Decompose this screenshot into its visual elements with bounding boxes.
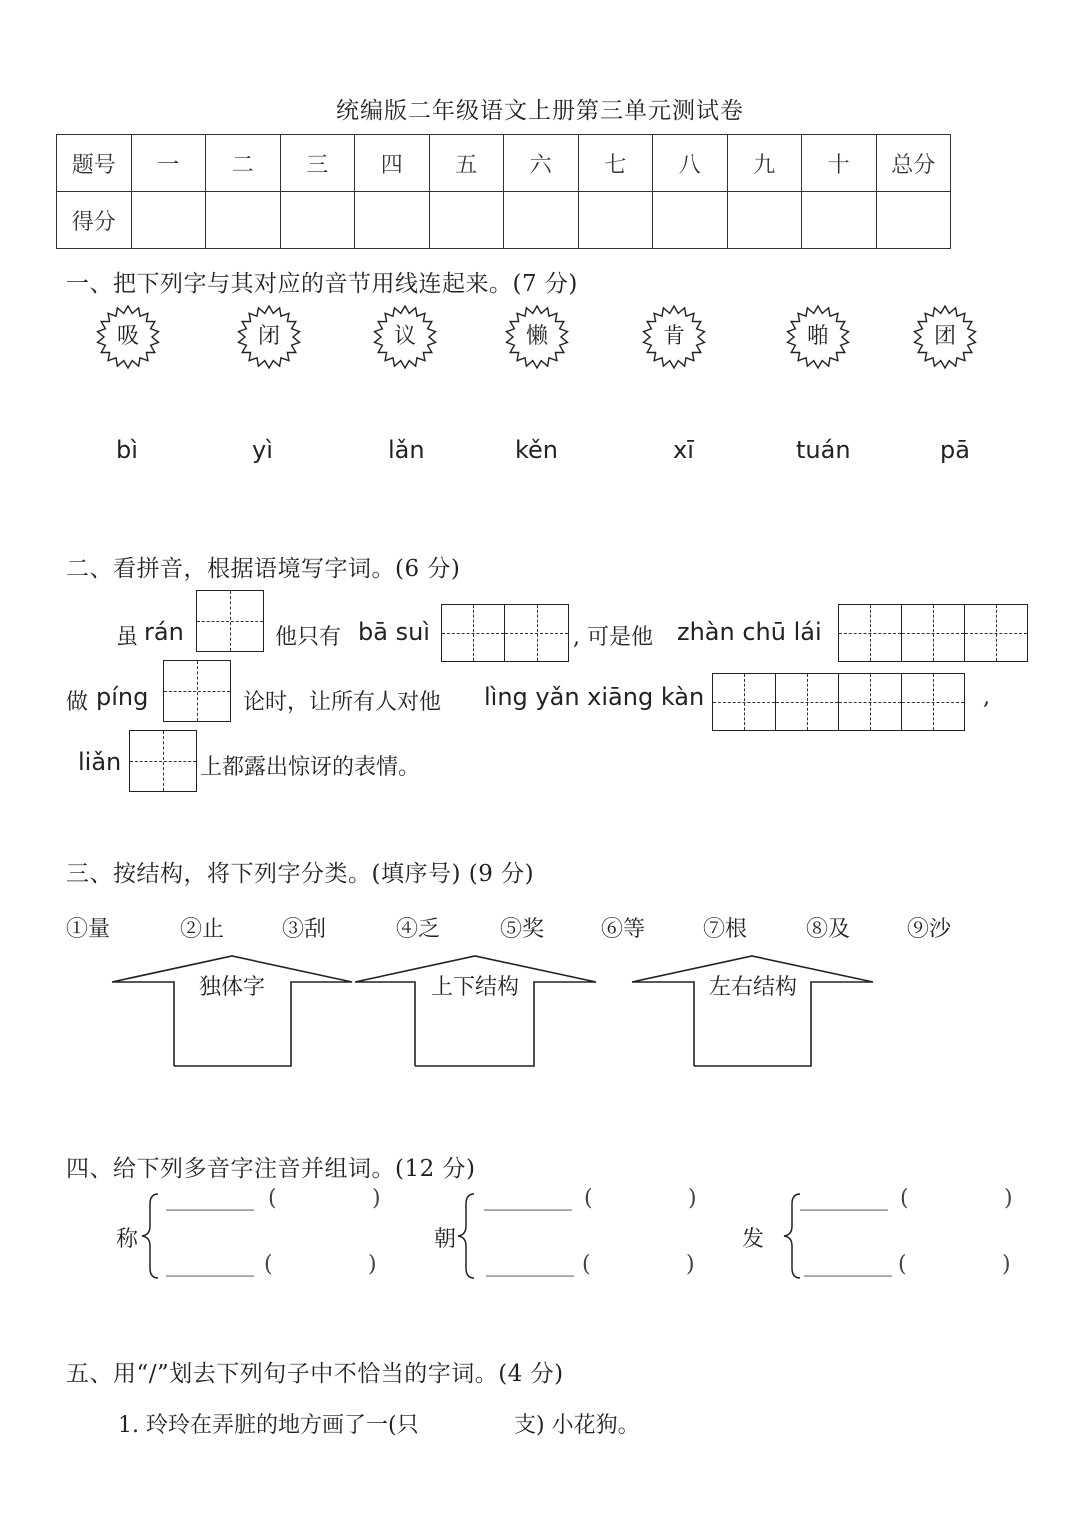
q1-pinyin: lǎn — [388, 436, 425, 464]
q1-pinyin: kěn — [515, 436, 559, 464]
category-label: 左右结构 — [708, 975, 797, 1000]
q3-option: ③刮 — [282, 917, 327, 942]
score-input-cell[interactable] — [280, 192, 355, 249]
q2-pinyin: bā suì — [358, 618, 430, 646]
q5-sentence-part: 支) 小花狗。 — [514, 1413, 640, 1438]
q1-pinyin: pā — [940, 436, 970, 464]
q3-option: ①量 — [66, 917, 111, 942]
score-input-cell[interactable] — [653, 192, 728, 249]
score-input-cell[interactable] — [355, 192, 430, 249]
score-input-cell[interactable] — [206, 192, 281, 249]
q3-option: ⑥等 — [601, 917, 646, 942]
pinyin-blank[interactable]: ________ — [800, 1186, 888, 1211]
score-input-cell[interactable] — [578, 192, 653, 249]
q2-text: 论时，让所有人对他 — [243, 690, 442, 715]
q2-pinyin: liǎn — [78, 748, 122, 776]
q1-char-star — [504, 304, 570, 370]
q1-char-star — [372, 304, 438, 370]
q4-heading: 四、给下列多音字注音并组词。(12 分) — [66, 1156, 476, 1182]
score-header-cell: 六 — [504, 135, 579, 192]
score-input-cell[interactable] — [504, 192, 579, 249]
brace — [142, 1194, 158, 1278]
score-header-cell: 题号 — [57, 135, 132, 192]
q1-heading: 一、把下列字与其对应的音节用线连起来。(7 分) — [66, 271, 578, 297]
q2-text: 做 — [66, 690, 89, 715]
q2-text: 他只有 — [275, 625, 342, 650]
q1-char: 懒 — [525, 324, 548, 349]
paren-open: ( — [584, 1186, 593, 1211]
q2-text: , 可是他 — [573, 625, 653, 650]
paren-close: ) — [1004, 1186, 1013, 1211]
q2-heading: 二、看拼音，根据语境写字词。(6 分) — [66, 556, 461, 582]
q2-pinyin: lìng yǎn xiāng kàn — [484, 683, 705, 711]
paren-open: ( — [898, 1252, 907, 1277]
score-header-cell: 七 — [578, 135, 653, 192]
score-header-cell: 三 — [280, 135, 355, 192]
q3-option: ⑨沙 — [907, 917, 952, 942]
pinyin-blank[interactable]: ________ — [486, 1252, 574, 1277]
category-label: 上下结构 — [430, 975, 519, 1000]
pinyin-blank[interactable]: ________ — [166, 1252, 254, 1277]
q4-char: 称 — [116, 1227, 139, 1252]
score-table-score-row — [57, 192, 951, 249]
category-label: 独体字 — [198, 975, 265, 1000]
q5-sentence-part: 1. 玲玲在弄脏的地方画了一(只 — [118, 1413, 419, 1438]
q1-char: 吸 — [116, 324, 139, 349]
paren-close: ) — [1002, 1252, 1011, 1277]
brace — [784, 1194, 800, 1278]
q3-option: ⑤奖 — [500, 917, 545, 942]
q1-char: 肯 — [662, 324, 685, 349]
q1-pinyin: yì — [252, 436, 273, 464]
writing-grid[interactable] — [196, 590, 264, 652]
q4-char: 发 — [742, 1227, 765, 1252]
q3-option: ②止 — [180, 917, 225, 942]
score-header-cell: 四 — [355, 135, 430, 192]
q1-char: 闭 — [257, 324, 280, 349]
q1-pinyin: tuán — [796, 436, 851, 464]
paren-open: ( — [582, 1252, 591, 1277]
writing-grid[interactable] — [838, 604, 1028, 662]
q3-heading: 三、按结构，将下列字分类。(填序号) (9 分) — [66, 861, 535, 887]
q1-char-star — [912, 304, 978, 370]
q2-pinyin: zhàn chū lái — [677, 618, 822, 646]
q2-text: 虽 — [116, 625, 139, 650]
q1-char-star — [641, 304, 707, 370]
paren-open: ( — [268, 1186, 277, 1211]
q1-char: 啪 — [806, 324, 829, 349]
classification-houses — [0, 950, 1080, 1075]
q1-char-star — [95, 304, 161, 370]
paren-open: ( — [264, 1252, 273, 1277]
paren-close: ) — [372, 1186, 381, 1211]
score-header-cell: 十 — [802, 135, 877, 192]
score-header-cell: 八 — [653, 135, 728, 192]
score-table-header-row — [57, 135, 951, 192]
pinyin-blank[interactable]: ________ — [166, 1186, 254, 1211]
page-title: 统编版二年级语文上册第三单元测试卷 — [336, 98, 744, 124]
paren-open: ( — [900, 1186, 909, 1211]
q5-heading: 五、用“/”划去下列句子中不恰当的字词。(4 分) — [66, 1361, 564, 1387]
paren-close: ) — [368, 1252, 377, 1277]
pinyin-blank[interactable]: ________ — [484, 1186, 572, 1211]
paren-close: ) — [686, 1252, 695, 1277]
score-header-cell: 总分 — [876, 135, 951, 192]
score-input-cell[interactable] — [131, 192, 206, 249]
score-header-cell: 九 — [727, 135, 802, 192]
writing-grid[interactable] — [441, 604, 569, 662]
score-table — [56, 134, 951, 249]
score-input-cell[interactable] — [802, 192, 877, 249]
pinyin-blank[interactable]: ________ — [804, 1252, 892, 1277]
q1-char-star — [236, 304, 302, 370]
q3-option: ⑦根 — [703, 917, 748, 942]
q1-pinyin: bì — [116, 436, 138, 464]
q3-option: ④乏 — [396, 917, 441, 942]
score-header-cell: 二 — [206, 135, 281, 192]
q2-pinyin: píng — [96, 683, 149, 711]
q2-pinyin: rán — [144, 618, 184, 646]
writing-grid[interactable] — [163, 660, 231, 722]
brace — [458, 1194, 474, 1278]
score-header-cell: 一 — [131, 135, 206, 192]
q2-text: , — [983, 685, 990, 710]
score-input-cell[interactable] — [429, 192, 504, 249]
q4-char: 朝 — [434, 1227, 457, 1252]
writing-grid[interactable] — [712, 673, 965, 731]
score-input-cell[interactable] — [876, 192, 951, 249]
paren-close: ) — [688, 1186, 697, 1211]
writing-grid[interactable] — [129, 730, 197, 792]
score-input-cell[interactable] — [727, 192, 802, 249]
score-row-label: 得分 — [57, 192, 132, 249]
q3-option: ⑧及 — [806, 917, 851, 942]
q2-text: 上都露出惊讶的表情。 — [200, 755, 421, 780]
q1-char: 团 — [933, 324, 956, 349]
q1-char-star — [785, 304, 851, 370]
q1-pinyin: xī — [673, 436, 694, 464]
score-header-cell: 五 — [429, 135, 504, 192]
q1-char: 议 — [393, 324, 416, 349]
